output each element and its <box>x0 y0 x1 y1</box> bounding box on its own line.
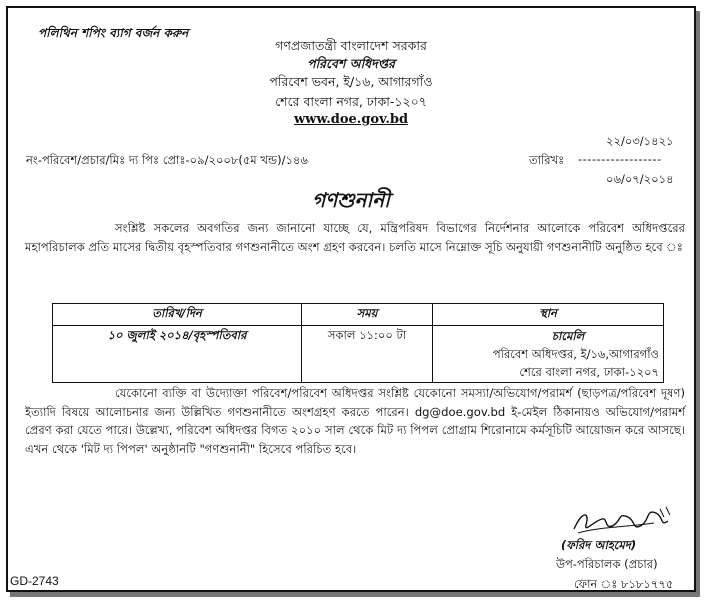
notice-document <box>6 6 696 592</box>
cell-date: ১০ জুলাই ২০১৪/বৃহস্পতিবার <box>53 326 302 383</box>
header-place: স্থান <box>433 304 664 326</box>
signatory-designation: উপ-পরিচালক (প্রচার) <box>556 557 658 571</box>
department-name: পরিবেশ অধিদপ্তর <box>307 56 395 71</box>
cell-place <box>433 326 664 383</box>
table-header-row <box>53 304 664 326</box>
address-line-1: পরিবেশ ভবন, ই/১৬, আগারগাঁও <box>269 74 433 89</box>
place-address-2: শেরে বাংলা নগর, ঢাকা-১২০৭ <box>519 365 659 379</box>
slogan: পলিথিন শপিং ব্যাগ বর্জন করুন <box>38 26 189 40</box>
reference-number: নং-পরিবেশ/প্রচার/মিঃ দ্য পিঃ প্রোঃ-০৯/২০০৮(৫ম খন্ড)/১৪৬ <box>26 153 308 167</box>
signatory-phone: ফোন ঃ ৮১৮১৭৭৫ <box>574 577 674 591</box>
intro-paragraph: সংশ্লিষ্ট সকলের অবগতির জন্য জানানো যাচ্ছে যে, মন্ত্রিপরিষদ বিভাগের নির্দেশনার আলোকে পরিবেশ অধিদপ্তরের মহাপরিচালক প্রতি মাসের দ্বিতীয় বৃহস্পতিবার গণশুনানীতে অংশ গ্রহণ করবেন। চলতি মাসে নিম্নোক্ত সূচি অনুযায়ী গণশুনানীটি অনুষ্ঠিত হবে ঃ <box>25 221 685 254</box>
address-line-2: শেরে বাংলা নগর, ঢাকা-১২০৭ <box>275 94 427 109</box>
date-bangla: ২২/০৩/১৪২১ <box>606 134 674 148</box>
header-time: সময় <box>302 304 433 326</box>
date-separator: ------------------ <box>578 152 662 166</box>
footer-code: GD-2743 <box>10 574 59 588</box>
cell-time: সকাল ১১:০০ টা <box>302 326 433 383</box>
notice-title: গণশুনানী <box>312 188 390 212</box>
body-paragraph: যেকোনো ব্যক্তি বা উদ্যোক্তা পরিবেশ/পরিবেশ অধিদপ্তর সংশ্লিষ্ট যেকোনো সমস্যা/অভিযোগ/পরামর্শ (ছাড়পত্র/পরিবেশ দূষণ) ইত্যাদি বিষয়ে আলোচনার জন্য উল্লিখিত গণশুনানীতে অংশগ্রহণ করতে পারেন। dg@doe.gov.bd ই-মেইল ঠিকানায়ও অভিযোগ/পরামর্শ প্রেরণ করা যেতে পারে। উল্লেখ্য, পরিবেশ অধিদপ্তর বিগত ২০১০ সাল থেকে মিট দ্য পিপল প্রোগ্রাম শিরোনামে কর্মসূচিটি আয়োজন করে আসছে। এখন থেকে 'মিট দ্য পিপল' অনুষ্ঠানটি "গণশুনানী" হিসেবে পরিচিত হবে। <box>25 386 685 456</box>
signature-image <box>568 503 678 539</box>
signatory-name: (ফরিদ আহমেদ) <box>561 538 637 552</box>
date-english: ০৬/০৭/২০১৪ <box>606 172 674 186</box>
date-label: তারিখঃ <box>529 153 565 167</box>
schedule-table <box>52 303 664 383</box>
place-address-1: পরিবেশ অধিদপ্তর, ই/১৬,আগারগাঁও <box>492 347 659 361</box>
table-row <box>53 326 664 383</box>
government-name: গণপ্রজাতন্ত্রী বাংলাদেশ সরকার <box>275 38 427 53</box>
header-date: তারিখ/দিন <box>53 304 302 326</box>
place-name: চামেলি <box>551 329 585 343</box>
website-link[interactable]: www.doe.gov.bd <box>293 112 409 127</box>
